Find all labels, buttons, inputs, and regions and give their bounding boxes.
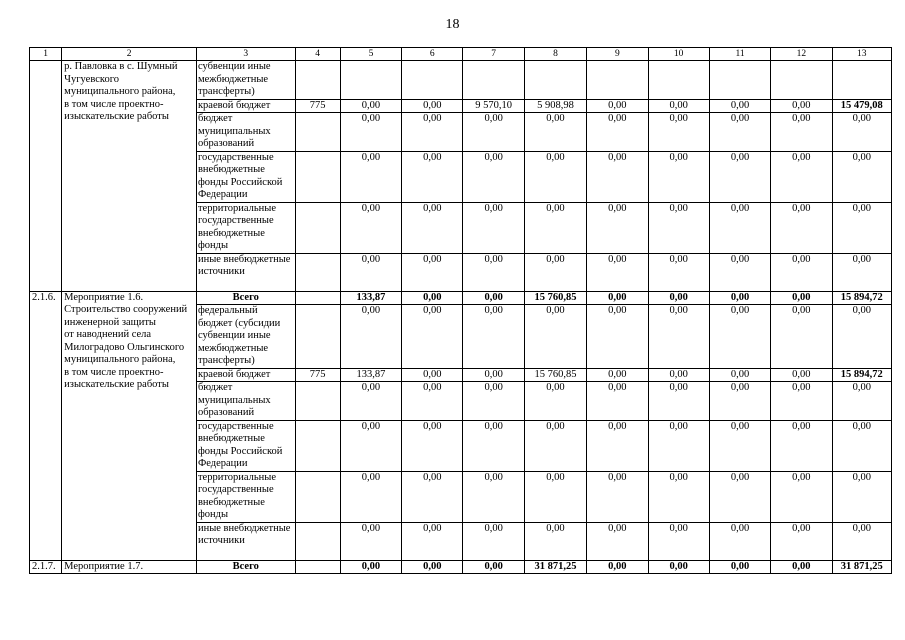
value-cell: 133,87 [340, 291, 401, 305]
budget-code-cell [295, 291, 340, 305]
value-cell: 0,00 [709, 560, 770, 574]
value-cell: 0,00 [771, 99, 832, 113]
funding-source-cell: Всего [196, 291, 295, 305]
budget-code-cell [295, 113, 340, 152]
budget-code-cell [295, 382, 340, 421]
funding-source-cell: федеральный бюджет (субсидии субвенции иные межбюджетные трансферты) [196, 305, 295, 369]
value-cell: 0,00 [587, 368, 648, 382]
value-cell: 0,00 [402, 202, 463, 253]
value-cell: 0,00 [402, 420, 463, 471]
value-cell: 0,00 [709, 305, 770, 369]
value-cell: 0,00 [587, 522, 648, 560]
value-cell: 0,00 [771, 305, 832, 369]
value-cell: 0,00 [709, 291, 770, 305]
budget-code-cell [295, 522, 340, 560]
header-cell: 3 [196, 48, 295, 61]
budget-code-cell [295, 202, 340, 253]
value-cell: 0,00 [709, 420, 770, 471]
value-cell: 0,00 [648, 99, 709, 113]
value-cell: 0,00 [709, 113, 770, 152]
value-cell: 0,00 [463, 368, 524, 382]
value-cell: 0,00 [771, 420, 832, 471]
value-cell: 0,00 [771, 522, 832, 560]
value-cell: 0,00 [340, 151, 401, 202]
header-cell: 9 [587, 48, 648, 61]
value-cell: 0,00 [587, 420, 648, 471]
budget-code-cell: 775 [295, 99, 340, 113]
value-cell: 0,00 [524, 305, 586, 369]
header-cell: 11 [709, 48, 770, 61]
value-cell: 0,00 [340, 560, 401, 574]
funding-source-cell: территориальные государственные внебюджетные фонды [196, 202, 295, 253]
value-cell [402, 61, 463, 100]
funding-source-cell: государственные внебюджетные фонды Российской Федерации [196, 151, 295, 202]
value-cell: 0,00 [463, 253, 524, 291]
value-cell: 0,00 [587, 382, 648, 421]
value-cell: 0,00 [832, 151, 891, 202]
value-cell: 0,00 [402, 305, 463, 369]
value-cell: 0,00 [709, 202, 770, 253]
budget-code-cell [295, 253, 340, 291]
value-cell: 0,00 [587, 253, 648, 291]
value-cell: 0,00 [709, 368, 770, 382]
value-cell: 0,00 [463, 382, 524, 421]
header-cell: 4 [295, 48, 340, 61]
value-cell: 0,00 [340, 522, 401, 560]
value-cell: 0,00 [340, 99, 401, 113]
value-cell: 0,00 [524, 253, 586, 291]
value-cell: 0,00 [463, 113, 524, 152]
value-cell: 0,00 [587, 471, 648, 522]
value-cell: 0,00 [463, 420, 524, 471]
value-cell [463, 61, 524, 100]
value-cell [648, 61, 709, 100]
value-cell: 0,00 [648, 305, 709, 369]
header-cell: 10 [648, 48, 709, 61]
value-cell: 0,00 [340, 202, 401, 253]
budget-code-cell [295, 560, 340, 574]
funding-source-cell: иные внебюджетные источники [196, 522, 295, 560]
value-cell: 0,00 [648, 291, 709, 305]
value-cell: 0,00 [402, 151, 463, 202]
funding-source-cell: бюджет муниципальных образований [196, 113, 295, 152]
value-cell: 0,00 [709, 522, 770, 560]
header-cell: 5 [340, 48, 401, 61]
value-cell: 0,00 [463, 151, 524, 202]
budget-code-cell [295, 420, 340, 471]
value-cell: 0,00 [832, 253, 891, 291]
value-cell: 0,00 [463, 471, 524, 522]
header-cell: 6 [402, 48, 463, 61]
value-cell: 0,00 [648, 471, 709, 522]
value-cell: 15 760,85 [524, 291, 586, 305]
value-cell: 0,00 [832, 420, 891, 471]
value-cell: 0,00 [463, 202, 524, 253]
value-cell: 0,00 [648, 560, 709, 574]
value-cell: 0,00 [402, 368, 463, 382]
value-cell: 0,00 [771, 202, 832, 253]
header-cell: 7 [463, 48, 524, 61]
table-row [30, 291, 892, 305]
funding-source-cell: иные внебюджетные источники [196, 253, 295, 291]
value-cell: 0,00 [587, 202, 648, 253]
value-cell: 0,00 [648, 151, 709, 202]
value-cell: 5 908,98 [524, 99, 586, 113]
page-number: 18 [445, 17, 460, 32]
value-cell: 0,00 [648, 382, 709, 421]
value-cell: 0,00 [463, 560, 524, 574]
value-cell: 0,00 [463, 522, 524, 560]
budget-code-cell: 775 [295, 368, 340, 382]
value-cell: 0,00 [340, 253, 401, 291]
item-number-cell: 2.1.7. [30, 560, 62, 574]
budget-code-cell [295, 151, 340, 202]
item-description-cell: Мероприятие 1.7. [62, 560, 197, 574]
table-row [30, 61, 892, 100]
value-cell: 0,00 [771, 291, 832, 305]
value-cell: 0,00 [587, 560, 648, 574]
value-cell: 0,00 [587, 113, 648, 152]
value-cell: 0,00 [524, 202, 586, 253]
value-cell: 0,00 [832, 202, 891, 253]
value-cell: 0,00 [402, 99, 463, 113]
table-row [30, 560, 892, 574]
value-cell [832, 61, 891, 100]
value-cell: 0,00 [771, 151, 832, 202]
budget-code-cell [295, 305, 340, 369]
item-description-cell: Мероприятие 1.6. Строительство сооружений инженерной защиты от наводнений села Милоградово Ольгинского муниципального района, в том числе проектно- изыскательские работы [62, 291, 197, 560]
value-cell: 0,00 [771, 560, 832, 574]
header-cell: 12 [771, 48, 832, 61]
value-cell: 0,00 [648, 420, 709, 471]
value-cell: 0,00 [771, 368, 832, 382]
budget-code-cell [295, 471, 340, 522]
value-cell: 0,00 [402, 471, 463, 522]
value-cell: 0,00 [524, 113, 586, 152]
value-cell: 0,00 [340, 471, 401, 522]
value-cell: 15 479,08 [832, 99, 891, 113]
value-cell: 0,00 [402, 560, 463, 574]
value-cell: 0,00 [340, 305, 401, 369]
funding-source-cell: государственные внебюджетные фонды Российской Федерации [196, 420, 295, 471]
value-cell: 0,00 [771, 253, 832, 291]
value-cell: 0,00 [524, 151, 586, 202]
value-cell: 0,00 [402, 382, 463, 421]
header-cell: 2 [62, 48, 197, 61]
funding-source-cell: субвенции иные межбюджетные трансферты) [196, 61, 295, 100]
value-cell: 0,00 [771, 113, 832, 152]
value-cell: 9 570,10 [463, 99, 524, 113]
value-cell: 0,00 [587, 291, 648, 305]
value-cell: 15 894,72 [832, 368, 891, 382]
value-cell: 0,00 [771, 471, 832, 522]
item-description-cell: р. Павловка в с. Шумный Чугуевского муниципального района, в том числе проектно- изыскательские работы [62, 61, 197, 292]
budget-table [29, 47, 892, 574]
value-cell: 0,00 [648, 368, 709, 382]
value-cell: 0,00 [709, 151, 770, 202]
value-cell: 0,00 [524, 420, 586, 471]
value-cell: 0,00 [648, 522, 709, 560]
value-cell: 0,00 [463, 305, 524, 369]
header-cell: 1 [30, 48, 62, 61]
header-cell: 8 [524, 48, 586, 61]
value-cell: 0,00 [709, 471, 770, 522]
value-cell: 0,00 [340, 382, 401, 421]
item-number-cell [30, 61, 62, 292]
value-cell: 15 894,72 [832, 291, 891, 305]
value-cell [340, 61, 401, 100]
value-cell: 0,00 [524, 522, 586, 560]
value-cell: 31 871,25 [832, 560, 891, 574]
value-cell: 15 760,85 [524, 368, 586, 382]
value-cell: 0,00 [648, 253, 709, 291]
value-cell [709, 61, 770, 100]
value-cell: 0,00 [832, 382, 891, 421]
value-cell: 0,00 [771, 382, 832, 421]
funding-source-cell: бюджет муниципальных образований [196, 382, 295, 421]
value-cell: 0,00 [463, 291, 524, 305]
value-cell: 0,00 [832, 305, 891, 369]
budget-code-cell [295, 61, 340, 100]
value-cell: 0,00 [340, 420, 401, 471]
value-cell: 0,00 [832, 522, 891, 560]
value-cell: 0,00 [524, 471, 586, 522]
value-cell: 0,00 [524, 382, 586, 421]
value-cell: 0,00 [709, 253, 770, 291]
funding-source-cell: краевой бюджет [196, 99, 295, 113]
value-cell [524, 61, 586, 100]
value-cell [587, 61, 648, 100]
value-cell: 0,00 [709, 99, 770, 113]
value-cell: 0,00 [587, 99, 648, 113]
header-cell: 13 [832, 48, 891, 61]
value-cell: 0,00 [832, 471, 891, 522]
value-cell [771, 61, 832, 100]
value-cell: 0,00 [587, 151, 648, 202]
header-row [30, 48, 892, 61]
funding-source-cell: территориальные государственные внебюджетные фонды [196, 471, 295, 522]
funding-source-cell: Всего [196, 560, 295, 574]
value-cell: 0,00 [402, 522, 463, 560]
value-cell: 133,87 [340, 368, 401, 382]
value-cell: 0,00 [709, 382, 770, 421]
value-cell: 0,00 [832, 113, 891, 152]
funding-source-cell: краевой бюджет [196, 368, 295, 382]
value-cell: 0,00 [402, 291, 463, 305]
value-cell: 31 871,25 [524, 560, 586, 574]
value-cell: 0,00 [340, 113, 401, 152]
value-cell: 0,00 [402, 113, 463, 152]
value-cell: 0,00 [587, 305, 648, 369]
item-number-cell: 2.1.6. [30, 291, 62, 560]
value-cell: 0,00 [648, 113, 709, 152]
value-cell: 0,00 [402, 253, 463, 291]
value-cell: 0,00 [648, 202, 709, 253]
